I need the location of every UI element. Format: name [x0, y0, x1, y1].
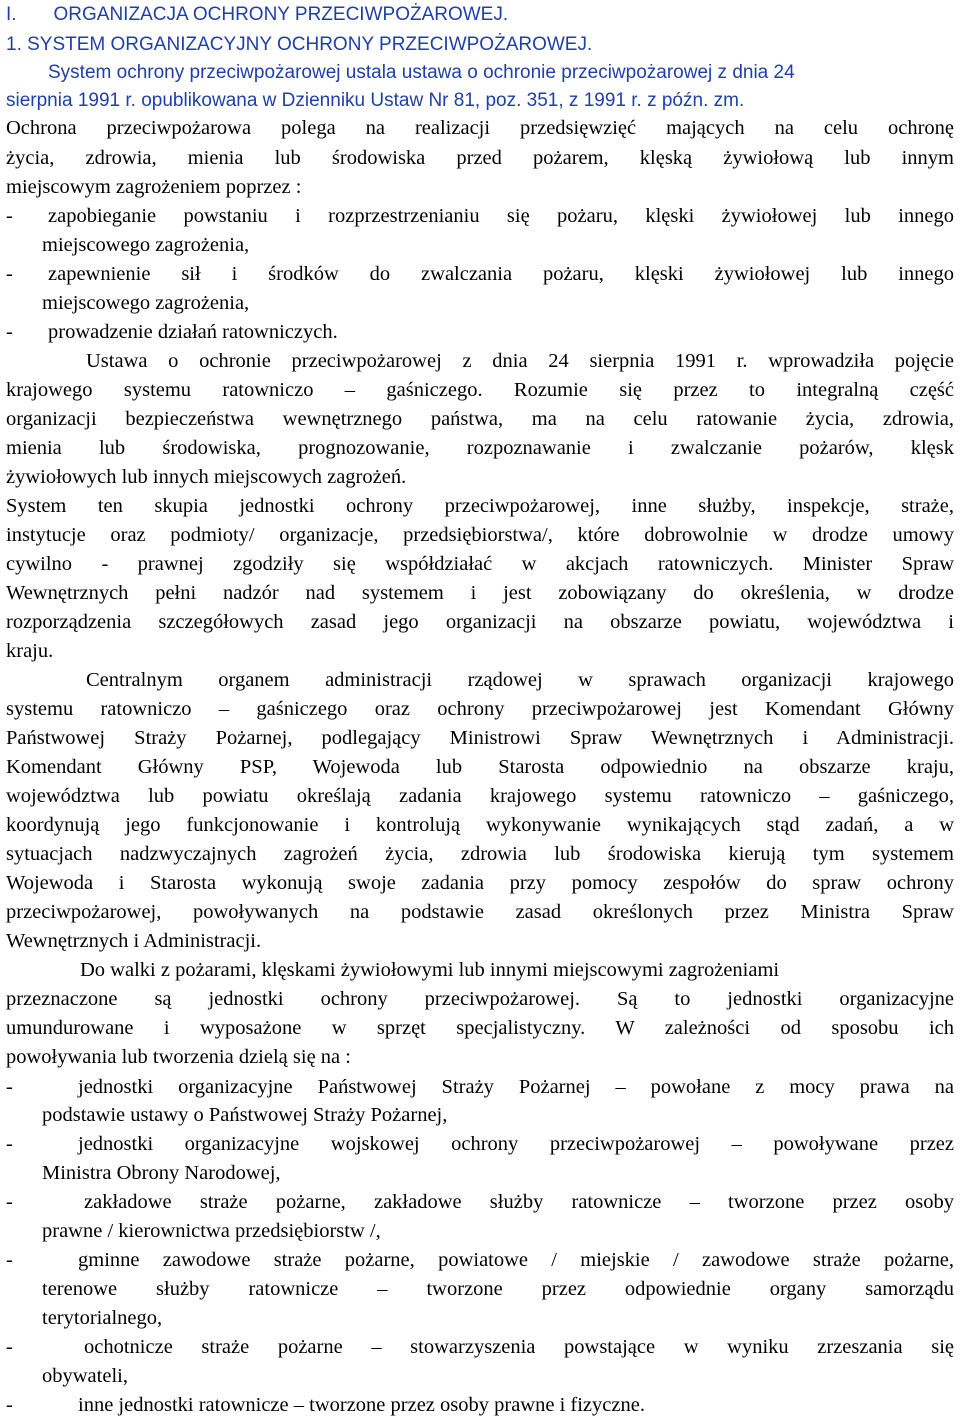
- p4-line-1: Centralnym organem administracji rządowej w sprawach organizacji krajowego: [86, 669, 954, 691]
- p4-line-2: systemu ratowniczo – gaśniczego oraz ochrony przeciwpożarowej jest Komendant Główny: [6, 698, 954, 720]
- heading-section: 1. SYSTEM ORGANIZACYJNY OCHRONY PRZECIWPOŻAROWEJ.: [6, 34, 593, 55]
- p4-line-4: Komendant Główny PSP, Wojewoda lub Starosta odpowiednio na obszarze kraju,: [6, 756, 954, 778]
- p1-line-2: życia, zdrowia, mienia lub środowiska przed pożarem, klęską żywiołową lub innym: [6, 147, 954, 169]
- category-1-line-1: jednostki organizacyjne Państwowej Straży Pożarnej – powołane z mocy prawa na: [78, 1076, 954, 1098]
- p2-line-4: mienia lub środowiska, prognozowanie, rozpoznawanie i zwalczanie pożarów, klęsk: [6, 437, 954, 459]
- p5-line-2: przeznaczone są jednostki ochrony przeciwpożarowej. Są to jednostki organizacyjne: [6, 988, 954, 1010]
- p2-line-5: żywiołowych lub innych miejscowych zagrożeń.: [6, 466, 407, 488]
- p1-line-3: miejscowym zagrożeniem poprzez :: [6, 176, 302, 198]
- p3-line-4: Wewnętrznych pełni nadzór nad systemem i jest zobowiązany do określenia, w drodze: [6, 582, 954, 604]
- bullet-dash: -: [6, 321, 13, 343]
- p3-line-3: cywilno - prawnej zgodziły się współdziałać w akcjach ratowniczych. Minister Spraw: [6, 553, 954, 575]
- category-4-line-1: gminne zawodowe straże pożarne, powiatowe / miejskie / zawodowe straże pożarne,: [78, 1249, 954, 1271]
- bullet-1-line-2: miejscowego zagrożenia,: [42, 234, 250, 256]
- category-4-line-3: terytorialnego,: [42, 1307, 163, 1329]
- intro-line-2: sierpnia 1991 r. opublikowana w Dzienniku Ustaw Nr 81, poz. 351, z 1991 r. z późn. zm.: [6, 90, 745, 111]
- heading-chapter: I. ORGANIZACJA OCHRONY PRZECIWPOŻAROWEJ.: [6, 4, 509, 25]
- p2-line-2: krajowego systemu ratowniczo – gaśniczego. Rozumie się przez to integralną część: [6, 379, 954, 401]
- bullet-dash: -: [6, 205, 13, 227]
- category-dash: -: [6, 1249, 13, 1271]
- p1-line-1: Ochrona przeciwpożarowa polega na realizacji przedsięwzięć mających na celu ochronę: [6, 117, 954, 139]
- category-dash: -: [6, 1336, 13, 1358]
- bullet-dash: -: [6, 263, 13, 285]
- category-dash: -: [6, 1191, 13, 1213]
- p4-line-10: Wewnętrznych i Administracji.: [6, 930, 262, 952]
- p4-line-7: sytuacjach nadzwyczajnych zagrożeń życia, zdrowia lub środowiska kierują tym systemem: [6, 843, 954, 865]
- p2-line-3: organizacji bezpieczeństwa wewnętrznego państwa, ma na celu ratowanie życia, zdrowia,: [6, 408, 954, 430]
- intro-line-1: System ochrony przeciwpożarowej ustala ustawa o ochronie przeciwpożarowej z dnia 24: [48, 62, 795, 83]
- bullet-1-line-1: zapobieganie powstaniu i rozprzestrzenianiu się pożaru, klęski żywiołowej lub innego: [48, 205, 954, 227]
- category-2-line-2: Ministra Obrony Narodowej,: [42, 1162, 281, 1184]
- bullet-2-line-2: miejscowego zagrożenia,: [42, 292, 250, 314]
- bullet-3-line-1: prowadzenie działań ratowniczych.: [48, 321, 338, 343]
- p2-line-1: Ustawa o ochronie przeciwpożarowej z dnia 24 sierpnia 1991 r. wprowadziła pojęcie: [86, 350, 954, 372]
- p4-line-6: koordynują jego funkcjonowanie i kontrolują wykonywanie wynikających stąd zadań, a w: [6, 814, 954, 836]
- bullet-2-line-1: zapewnienie sił i środków do zwalczania pożaru, klęski żywiołowej lub innego: [48, 263, 954, 285]
- category-5-line-1: ochotnicze straże pożarne – stowarzyszenia powstające w wyniku zrzeszania się: [84, 1336, 954, 1358]
- category-dash: -: [6, 1076, 13, 1098]
- p5-line-4: powoływania lub tworzenia dzielą się na :: [6, 1046, 351, 1068]
- p3-line-1: System ten skupia jednostki ochrony przeciwpożarowej, inne służby, inspekcje, straże,: [6, 495, 954, 517]
- category-6-line-1: inne jednostki ratownicze – tworzone przez osoby prawne i fizyczne.: [78, 1394, 645, 1416]
- category-3-line-2: prawne / kierownictwa przedsiębiorstw /,: [42, 1220, 381, 1242]
- category-1-line-2: podstawie ustawy o Państwowej Straży Pożarnej,: [42, 1104, 448, 1126]
- p5-line-3: umundurowane i wyposażone w sprzęt specjalistyczny. W zależności od sposobu ich: [6, 1017, 954, 1039]
- p4-line-5: województwa lub powiatu określają zadania krajowego systemu ratowniczo – gaśniczego,: [6, 785, 954, 807]
- category-dash: -: [6, 1394, 13, 1416]
- p3-line-6: kraju.: [6, 640, 54, 662]
- category-5-line-2: obywateli,: [42, 1365, 128, 1387]
- p4-line-8: Wojewoda i Starosta wykonują swoje zadania przy pomocy zespołów do spraw ochrony: [6, 872, 954, 894]
- p4-line-3: Państwowej Straży Pożarnej, podlegający Ministrowi Spraw Wewnętrznych i Administracji.: [6, 727, 954, 749]
- p5-line-1: Do walki z pożarami, klęskami żywiołowymi lub innymi miejscowymi zagrożeniami: [80, 959, 780, 981]
- category-4-line-2: terenowe służby ratownicze – tworzone przez odpowiednie organy samorządu: [42, 1278, 954, 1300]
- category-3-line-1: zakładowe straże pożarne, zakładowe służby ratownicze – tworzone przez osoby: [84, 1191, 954, 1213]
- p3-line-5: rozporządzenia szczegółowych zasad jego organizacji na obszarze powiatu, województwa i: [6, 611, 954, 633]
- category-dash: -: [6, 1133, 13, 1155]
- p3-line-2: instytucje oraz podmioty/ organizacje, przedsiębiorstwa/, które dobrowolnie w drodze umowy: [6, 524, 954, 546]
- category-2-line-1: jednostki organizacyjne wojskowej ochrony przeciwpożarowej – powoływane przez: [78, 1133, 954, 1155]
- p4-line-9: przeciwpożarowej, powoływanych na podstawie zasad określonych przez Ministra Spraw: [6, 901, 954, 923]
